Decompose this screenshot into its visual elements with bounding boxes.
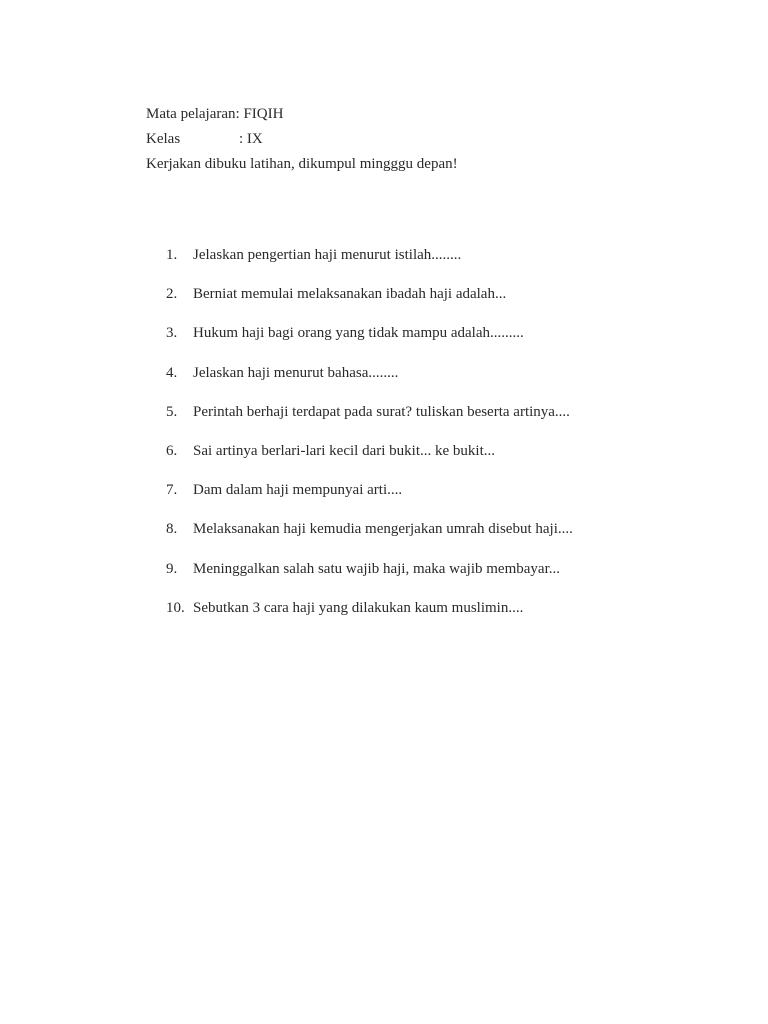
question-text: Meninggalkan salah satu wajib haji, maka wajib membayar... bbox=[193, 560, 560, 577]
class-value: : IX bbox=[239, 131, 263, 147]
class-line bbox=[146, 127, 706, 152]
question-text: Hukum haji bagi orang yang tidak mampu adalah......... bbox=[193, 325, 524, 342]
question-number: 3. bbox=[166, 325, 178, 342]
question-text: Sai artinya berlari-lari kecil dari bukit... ke bukit... bbox=[193, 442, 495, 459]
class-label: Kelas bbox=[146, 131, 181, 147]
subject-line: Mata pelajaran: FIQIH bbox=[146, 106, 284, 122]
question-list bbox=[166, 244, 726, 636]
question-number: 7. bbox=[166, 482, 178, 499]
question-number: 6. bbox=[166, 442, 178, 459]
question-text: Sebutkan 3 cara haji yang dilakukan kaum muslimin.... bbox=[193, 599, 524, 616]
question-number: 10. bbox=[166, 599, 185, 616]
question-number: 2. bbox=[166, 286, 178, 303]
question-item-9 bbox=[166, 558, 726, 597]
question-number: 5. bbox=[166, 403, 178, 420]
question-text: Berniat memulai melaksanakan ibadah haji adalah... bbox=[193, 286, 507, 303]
instruction-line: Kerjakan dibuku latihan, dikumpul mingggu depan! bbox=[146, 156, 458, 172]
question-number: 4. bbox=[166, 364, 178, 381]
question-number: 9. bbox=[166, 560, 178, 577]
question-item-4 bbox=[166, 362, 726, 401]
question-text: Perintah berhaji terdapat pada surat? tuliskan beserta artinya.... bbox=[193, 403, 570, 420]
question-item-3 bbox=[166, 322, 726, 361]
question-text: Jelaskan haji menurut bahasa........ bbox=[193, 364, 399, 381]
question-number: 1. bbox=[166, 247, 178, 263]
question-item-6 bbox=[166, 440, 726, 479]
question-item-5 bbox=[166, 401, 726, 440]
question-text: Melaksanakan haji kemudia mengerjakan umrah disebut haji.... bbox=[193, 521, 573, 538]
question-text: Jelaskan pengertian haji menurut istilah........ bbox=[193, 247, 462, 263]
question-text: Dam dalam haji mempunyai arti.... bbox=[193, 482, 403, 499]
question-item-1 bbox=[166, 244, 726, 283]
question-item-2 bbox=[166, 283, 726, 322]
question-item-10 bbox=[166, 597, 726, 636]
question-number: 8. bbox=[166, 521, 178, 538]
header-block bbox=[146, 102, 706, 177]
question-item-8 bbox=[166, 518, 726, 557]
question-item-7 bbox=[166, 479, 726, 518]
